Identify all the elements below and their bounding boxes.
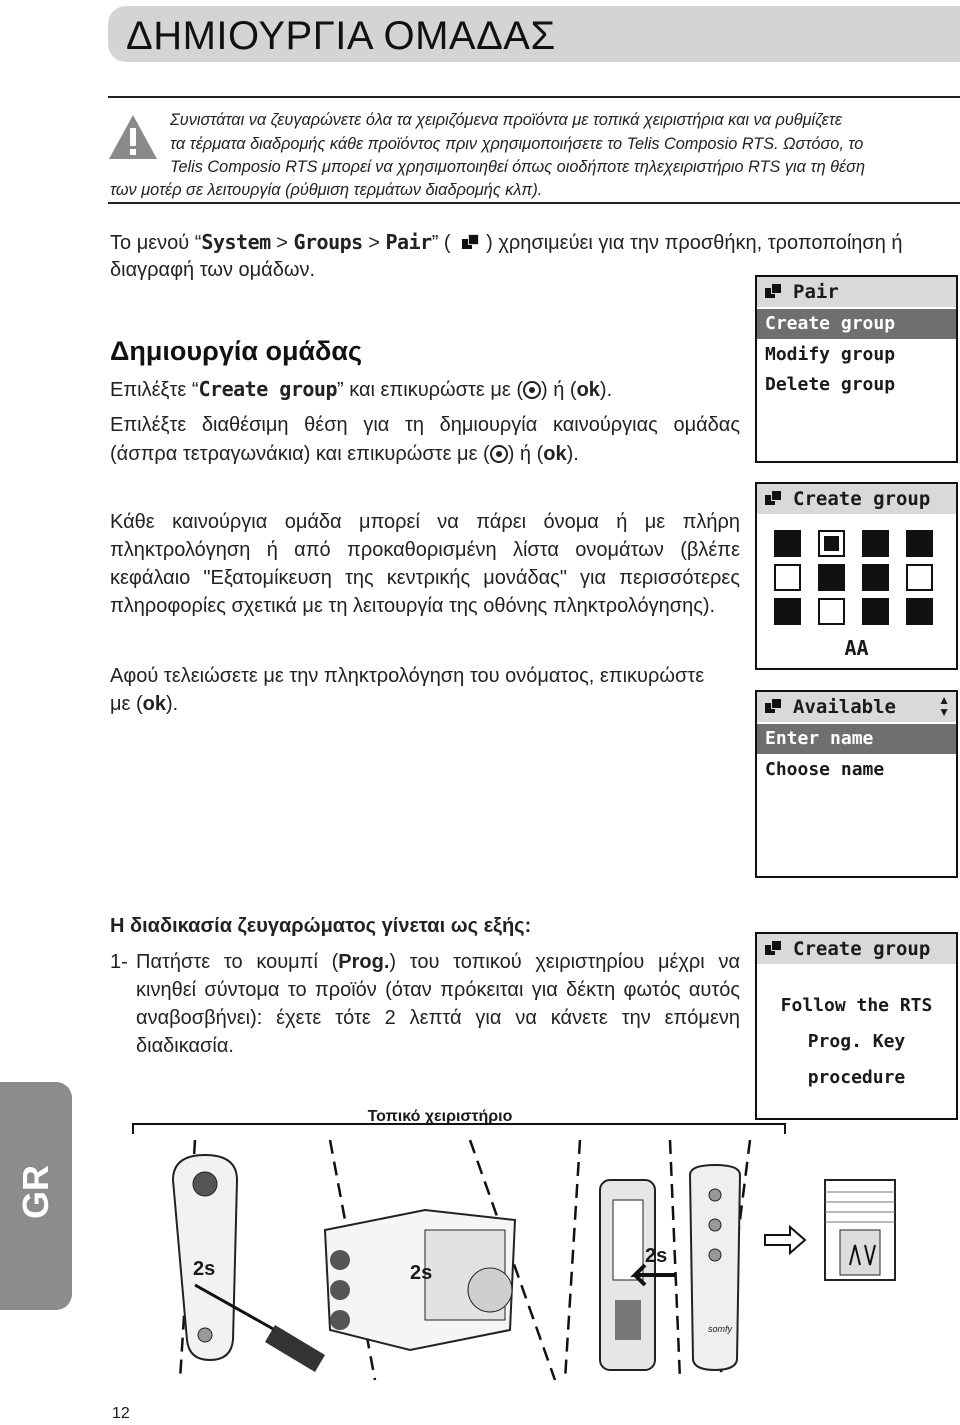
step1-or: ) ή ( (541, 379, 577, 401)
ok-key: ok (142, 693, 166, 715)
after-end: ). (166, 693, 179, 715)
screen-create-group-grid (755, 482, 958, 670)
create-step-2-line-2 (110, 440, 579, 468)
create-group-heading: Δημιουργία ομάδας (110, 336, 363, 366)
warning-bottom-rule (108, 202, 960, 204)
menu-item-enter-name[interactable]: Enter name (757, 724, 956, 754)
duration-label-1: 2s (193, 1258, 216, 1280)
menu-item-modify-group[interactable]: Modify group (765, 344, 896, 365)
pairing-heading: Η διαδικασία ζευγαρώματος γίνεται ως εξής: (110, 915, 532, 937)
intro-line-1 (110, 228, 903, 257)
warning-icon (107, 112, 159, 164)
illustration-caption: Τοπικό χειριστήριο (367, 1108, 513, 1125)
step1-mid: ” και επικυρώστε με ( (337, 379, 523, 401)
screen-header-label: Create group (793, 488, 931, 510)
page-title: ΔΗΜΙΟΥΡΓΙΑ ΟΜΑΔΑΣ (126, 14, 556, 58)
menu-item-create-group[interactable]: Create group (757, 309, 956, 339)
after-naming-line-2 (110, 690, 178, 718)
screen-header (757, 692, 956, 722)
naming-line-4: πληροφορίες σχετικά με τη λειτουργία της οθόνης πληκτρολόγησης). (110, 595, 716, 617)
naming-line-1: Κάθε καινούργια ομάδα μπορεί να πάρει όνομα ή με πλήρη (110, 511, 740, 533)
pairing-line-1 (136, 948, 740, 976)
group-slot-black[interactable] (774, 598, 801, 625)
warning-line-2: τα τέρματα διαδρομής κάθε προϊόντος πριν χρησιμοποιήσετε το Telis Composio RTS. Ωστόσο, το (170, 135, 864, 153)
screen-header-label: Pair (793, 281, 839, 303)
step2-prefix: (άσπρα τετραγωνάκια) και επικυρώστε με ( (110, 443, 490, 465)
select-button-icon (523, 381, 541, 399)
screen-header-label: Available (793, 696, 896, 718)
language-tab-label: GR (15, 1165, 56, 1219)
screen-follow-rts (755, 932, 958, 1120)
step1-end: ). (599, 379, 613, 401)
step2-end: ). (566, 443, 579, 465)
scroll-arrows-icon[interactable]: ▲ ▼ (938, 693, 950, 719)
warning-line-4: των μοτέρ σε λειτουργία (ρύθμιση τερμάτων διαδρομής κλπ). (110, 181, 543, 199)
menu-groups: Groups (293, 230, 363, 254)
menu-separator: > (362, 232, 386, 254)
pairing-line1-b: ) του τοπικού χειριστηρίου μέχρι να (389, 951, 741, 973)
select-button-icon (490, 445, 508, 463)
prog-key: Prog. (338, 951, 390, 973)
pair-icon (765, 490, 783, 508)
pair-icon (765, 698, 783, 716)
group-slot-white[interactable] (906, 564, 933, 591)
group-slot-black[interactable] (774, 530, 801, 557)
screen-header (757, 277, 956, 307)
pairing-line-3: αναβοσβήνει): έχετε τότε 2 λεπτά για να κάνετε την επόμενη (136, 1007, 740, 1029)
group-slot-black[interactable] (862, 598, 889, 625)
group-slot-white[interactable] (818, 598, 845, 625)
follow-line-3: procedure (807, 1067, 906, 1088)
menu-item-delete-group[interactable]: Delete group (765, 374, 896, 395)
pair-icon (765, 940, 783, 958)
intro-prefix: Το μενού “ (110, 232, 202, 254)
handheld-remote-front-icon (690, 1165, 740, 1370)
group-slot-black[interactable] (862, 564, 889, 591)
page-number: 12 (112, 1405, 130, 1422)
intro-line-2: διαγραφή των ομάδων. (110, 259, 316, 281)
group-slot-black[interactable] (862, 530, 889, 557)
naming-line-2: πληκτρολόγηση ή από προκαθορισμένη λίστα ονομάτων (βλέπε (110, 539, 740, 561)
menu-pair: Pair (385, 230, 432, 254)
menu-item-choose-name[interactable]: Choose name (765, 759, 885, 780)
create-step-1 (110, 375, 612, 404)
menu-create-group: Create group (198, 377, 337, 401)
pair-icon (765, 283, 783, 301)
pairing-line1-a: Πατήστε το κουμπί ( (136, 951, 339, 973)
pairing-line-2: κινηθεί σύντομα το προϊόν (όταν πρόκειται για δέκτη φωτός αυτός (136, 979, 740, 1001)
after-prefix: με ( (110, 693, 143, 715)
create-step-2-line-1: Επιλέξτε διαθέσιμη θέση για τη δημιουργία καινούργιας ομάδας (110, 414, 740, 436)
follow-line-2: Prog. Key (807, 1031, 906, 1052)
group-name-value: AA (844, 636, 869, 660)
duration-label-2: 2s (410, 1262, 433, 1284)
pairing-illustration (125, 1100, 960, 1390)
step1-prefix: Επιλέξτε “ (110, 379, 199, 401)
group-slot-selected[interactable] (818, 530, 845, 557)
follow-line-1: Follow the RTS (780, 995, 933, 1016)
warning-line-1: Συνιστάται να ζευγαρώνετε όλα τα χειριζόμενα προϊόντα με τοπικά χειριστήρια και να ρυθμίζετε (170, 111, 843, 129)
screen-header-label: Create group (793, 938, 931, 960)
warning-line-3: Telis Composio RTS μπορεί να χρησιμοποιηθεί όπως οιοδήποτε τηλεχειριστήριο RTS για τη θέση (170, 158, 865, 176)
pairing-step-number: 1- (110, 951, 128, 973)
naming-line-3: κεφάλαιο "Εξατομίκευση της κεντρικής μονάδας" για περισσότερες (110, 567, 740, 589)
blind-icon (825, 1180, 895, 1280)
intro-mid: ” ( (431, 232, 451, 254)
after-naming-line-1: Αφού τελειώσετε με την πληκτρολόγηση του ονόματος, επικυρώστε (110, 665, 705, 687)
brand-logo: somfy (708, 1324, 733, 1334)
pair-icon (462, 234, 480, 252)
group-slot-black[interactable] (906, 530, 933, 557)
ok-key: ok (576, 379, 600, 401)
group-slot-white[interactable] (774, 564, 801, 591)
menu-separator: > (270, 232, 294, 254)
ok-key: ok (543, 443, 567, 465)
pairing-line-4: διαδικασία. (136, 1035, 234, 1057)
intro-suffix: ) χρησιμεύει για την προσθήκη, τροποποίηση ή (486, 232, 903, 254)
step2-or: ) ή ( (507, 443, 544, 465)
group-slot-black[interactable] (818, 564, 845, 591)
screen-pair-menu (755, 275, 958, 463)
menu-system: System (201, 230, 271, 254)
screen-header (757, 934, 956, 964)
warning-top-rule (108, 96, 960, 98)
screen-header (757, 484, 956, 514)
group-slot-black[interactable] (906, 598, 933, 625)
duration-label-3: 2s (645, 1245, 668, 1267)
screen-available (755, 690, 958, 878)
